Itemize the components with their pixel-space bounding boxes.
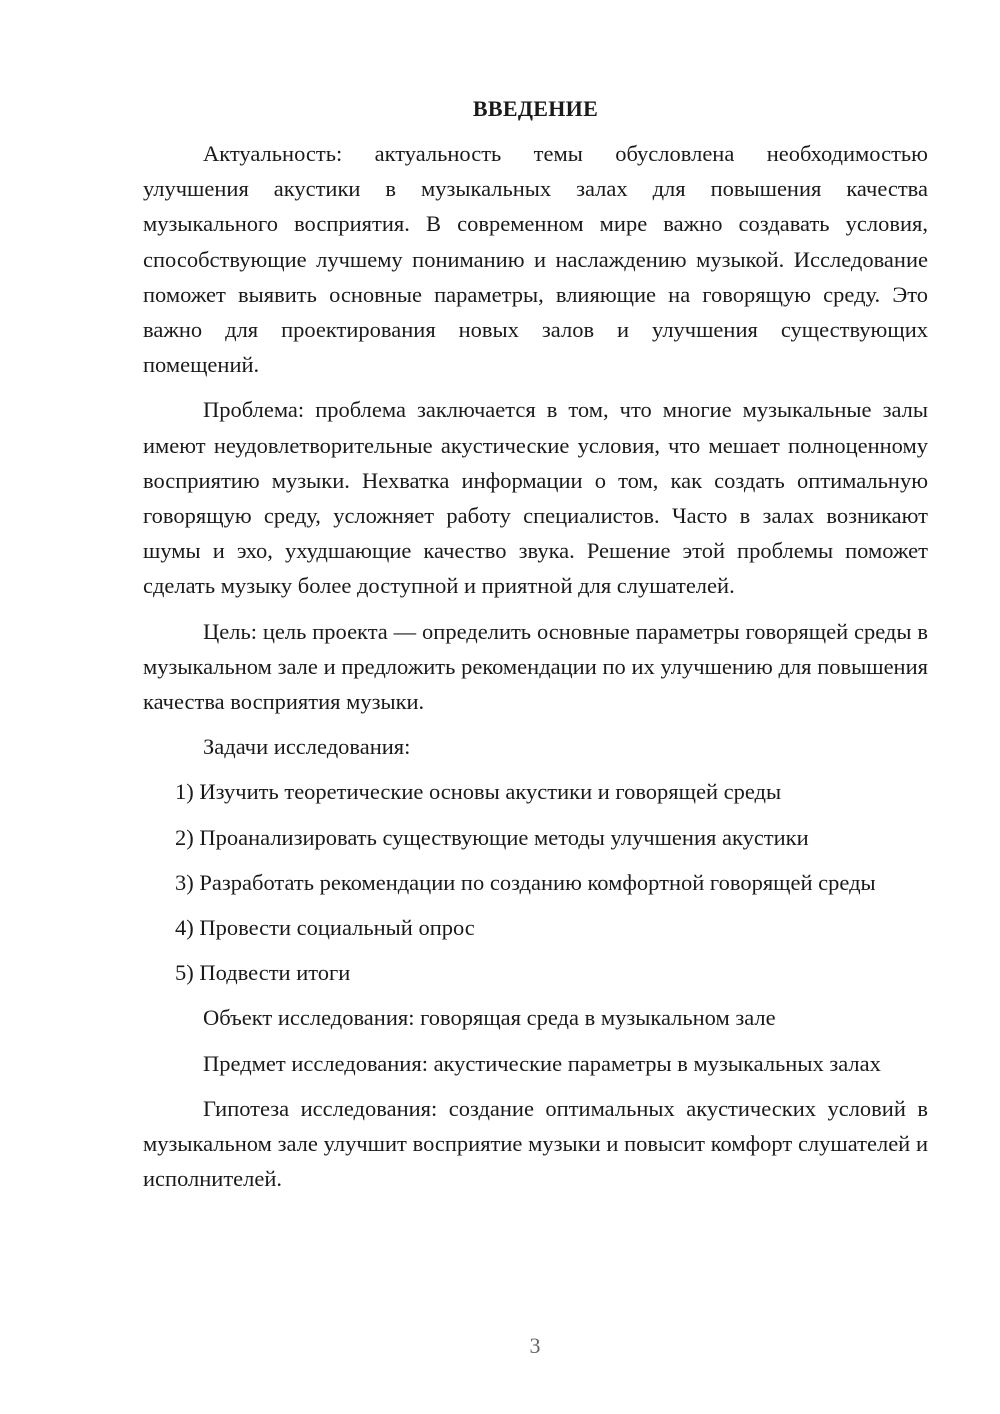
subject-paragraph: Предмет исследования: акустические параметры в музыкальных залах — [203, 1050, 881, 1076]
document-page — [143, 96, 928, 1206]
hypothesis-paragraph: Гипотеза исследования: создание оптимальных акустических условий в музыкальном зале улучшит восприятие музыки и повысит комфорт слушателей и исполнителей. — [143, 1095, 928, 1192]
page-heading: ВВЕДЕНИЕ — [472, 96, 599, 121]
problem-paragraph: Проблема: проблема заключается в том, что многие музыкальные залы имеют неудовлетворительные акустические условия, что мешает полноценному восприятию музыки. Нехватка информации о том, как создать оптимальную говорящую среду, усложняет работу специалистов. Часто в залах возникают шумы и эхо, ухудшающие качество звука. Решение этой проблемы поможет сделать музыку более доступной и приятной для слушателей. — [143, 397, 928, 599]
goal-paragraph: Цель: цель проекта — определить основные параметры говорящей среды в музыкальном зале и предложить рекомендации по их улучшению для повышения качества восприятия музыки. — [143, 618, 928, 715]
task-item: 3) Разработать рекомендации по созданию комфортной говорящей среды — [175, 869, 876, 895]
relevance-paragraph: Актуальность: актуальность темы обусловлена необходимостью улучшения акустики в музыкальных залах для повышения качества музыкального восприятия. В современном мире важно создавать условия, способствующие лучшему пониманию и наслаждению музыкой. Исследование поможет выявить основные параметры, влияющие на говорящую среду. Это важно для проектирования новых залов и улучшения существующих помещений. — [143, 141, 928, 378]
task-item: 4) Провести социальный опрос — [175, 915, 475, 941]
page-number: 3 — [529, 1333, 541, 1358]
task-item: 2) Проанализировать существующие методы улучшения акустики — [175, 824, 809, 850]
task-item: 5) Подвести итоги — [175, 960, 351, 986]
task-item: 1) Изучить теоретические основы акустики и говорящей среды — [175, 779, 782, 805]
tasks-title: Задачи исследования: — [203, 734, 411, 760]
object-paragraph: Объект исследования: говорящая среда в музыкальном зале — [203, 1005, 776, 1031]
